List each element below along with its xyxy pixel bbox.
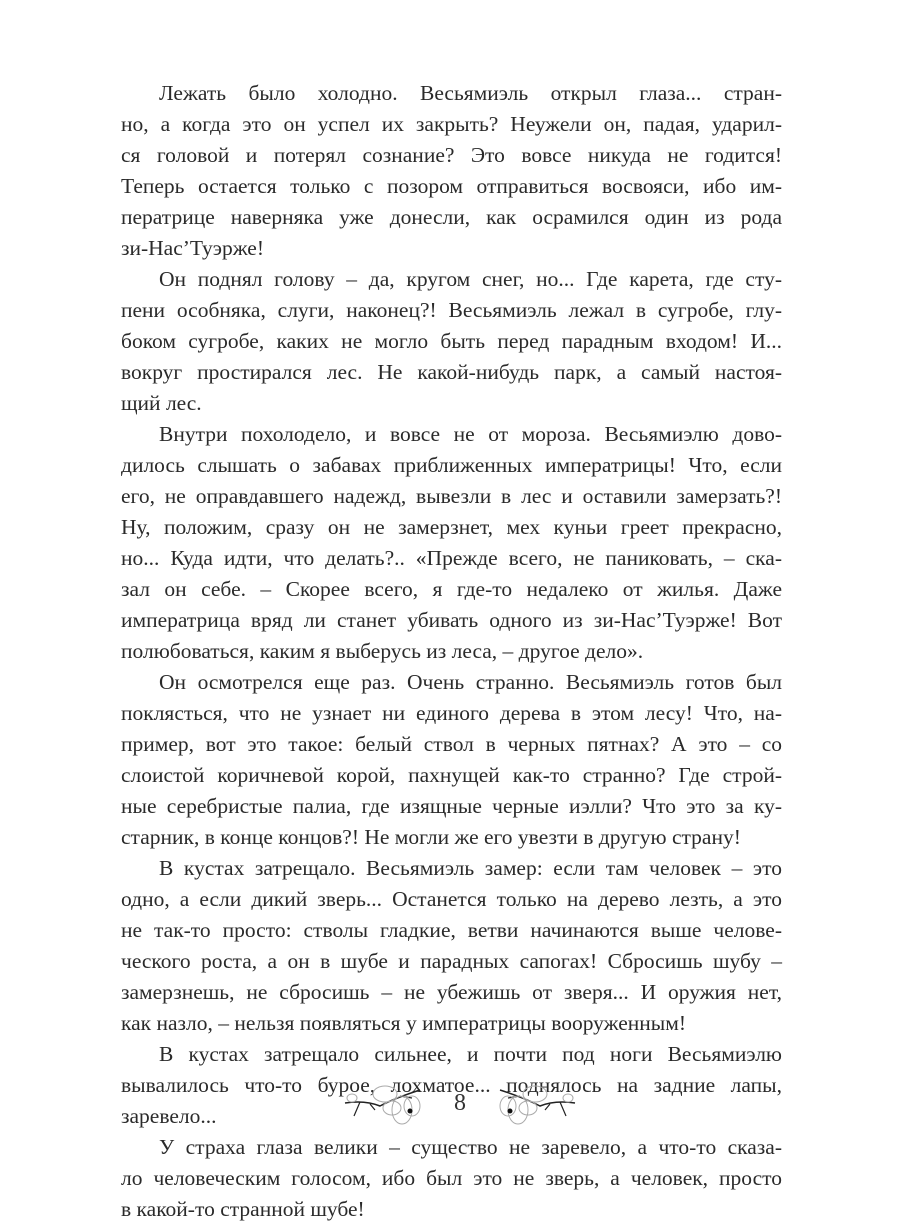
text-line: слоистой коричневой корой, пахнущей как-то странно? Где строй-	[121, 763, 782, 787]
text-line: ческого роста, а он в шубе и парадных сапогах! Сбросишь шубу –	[121, 949, 782, 973]
text-line: зал он себе. – Скорее всего, я где-то недалеко от жилья. Даже	[121, 577, 782, 601]
text-line: императрица вряд ли станет убивать одного из зи-Нас’Туэрже! Вот	[121, 608, 782, 632]
paragraph	[121, 667, 782, 853]
text-line: ные серебристые палиа, где изящные черные иэлли? Что это за ку-	[121, 794, 782, 818]
text-line: дилось слышать о забавах приближенных императрицы! Что, если	[121, 453, 782, 477]
text-line: Лежать было холодно. Весьямиэль открыл глаза... стран-	[159, 81, 782, 105]
text-line: пример, вот это такое: белый ствол в черных пятнах? А это – со	[121, 732, 782, 756]
text-line: одно, а если дикий зверь... Останется только на дерево лезть, а это	[121, 887, 782, 911]
text-line: Внутри похолодело, и вовсе не от мороза. Весьямиэлю дово-	[159, 422, 782, 446]
text-line: У страха глаза велики – существо не заревело, а что-то сказа-	[159, 1135, 782, 1159]
text-line: Он осмотрелся еще раз. Очень странно. Весьямиэль готов был	[159, 670, 782, 694]
text-line: не так-то просто: стволы гладкие, ветви начинаются выше челове-	[121, 918, 782, 942]
text-line: поклясться, что не узнает ни единого дерева в этом лесу! Что, на-	[121, 701, 782, 725]
text-line: Теперь остается только с позором отправиться восвояси, ибо им-	[121, 174, 782, 198]
text-line: вокруг простирался лес. Не какой-нибудь парк, а самый настоя-	[121, 360, 782, 384]
text-line: вывалилось что-то бурое, лохматое... поднялось на задние лапы,	[121, 1073, 782, 1097]
text-line: ся головой и потерял сознание? Это вовсе никуда не годится!	[121, 143, 782, 167]
text-line: Он поднял голову – да, кругом снег, но... Где карета, где сту-	[159, 267, 782, 291]
page-number: 8	[454, 1090, 466, 1116]
paragraph	[121, 78, 782, 264]
text-line: полюбоваться, каким я выберусь из леса, – другое дело».	[121, 639, 644, 663]
text-line: но... Куда идти, что делать?.. «Прежде всего, не паниковать, – ска-	[121, 546, 782, 570]
text-line: заревело...	[121, 1104, 217, 1128]
text-line: ператрице наверняка уже донесли, как осрамился один из рода	[121, 205, 782, 229]
text-line: Ну, положим, сразу он не замерзнет, мех куньи греет прекрасно,	[121, 515, 782, 539]
page-footer	[340, 1078, 580, 1138]
text-line: но, а когда это он успел их закрыть? Неужели он, падая, ударил-	[121, 112, 782, 136]
text-line: замерзнешь, не сбросишь – не убежишь от зверя... И оружия нет,	[121, 980, 782, 1004]
paragraph	[121, 419, 782, 667]
magnolia-ornament-left-icon	[340, 1078, 430, 1138]
paragraph	[121, 264, 782, 419]
magnolia-ornament-right-icon	[490, 1078, 580, 1138]
text-line: пени особняка, слуги, наконец?! Весьямиэль лежал в сугробе, глу-	[121, 298, 782, 322]
text-line: ло человеческим голосом, ибо был это не зверь, а человек, просто	[121, 1166, 782, 1190]
text-line: в какой-то странной шубе!	[121, 1197, 365, 1221]
paragraph	[121, 1132, 782, 1225]
text-line: его, не оправдавшего надежд, вывезли в лес и оставили замерзать?!	[121, 484, 782, 508]
text-line: как назло, – нельзя появляться у императрицы вооруженным!	[121, 1011, 686, 1035]
text-line: старник, в конце концов?! Не могли же его увезти в другую страну!	[121, 825, 741, 849]
book-page-text	[121, 78, 782, 1225]
text-line: щий лес.	[121, 391, 202, 415]
paragraph	[121, 853, 782, 1039]
text-line: В кустах затрещало сильнее, и почти под ноги Весьямиэлю	[159, 1042, 782, 1066]
text-line: боком сугробе, каких не могло быть перед парадным входом! И...	[121, 329, 782, 353]
text-line: зи-Нас’Туэрже!	[121, 236, 264, 260]
text-line: В кустах затрещало. Весьямиэль замер: если там человек – это	[159, 856, 782, 880]
